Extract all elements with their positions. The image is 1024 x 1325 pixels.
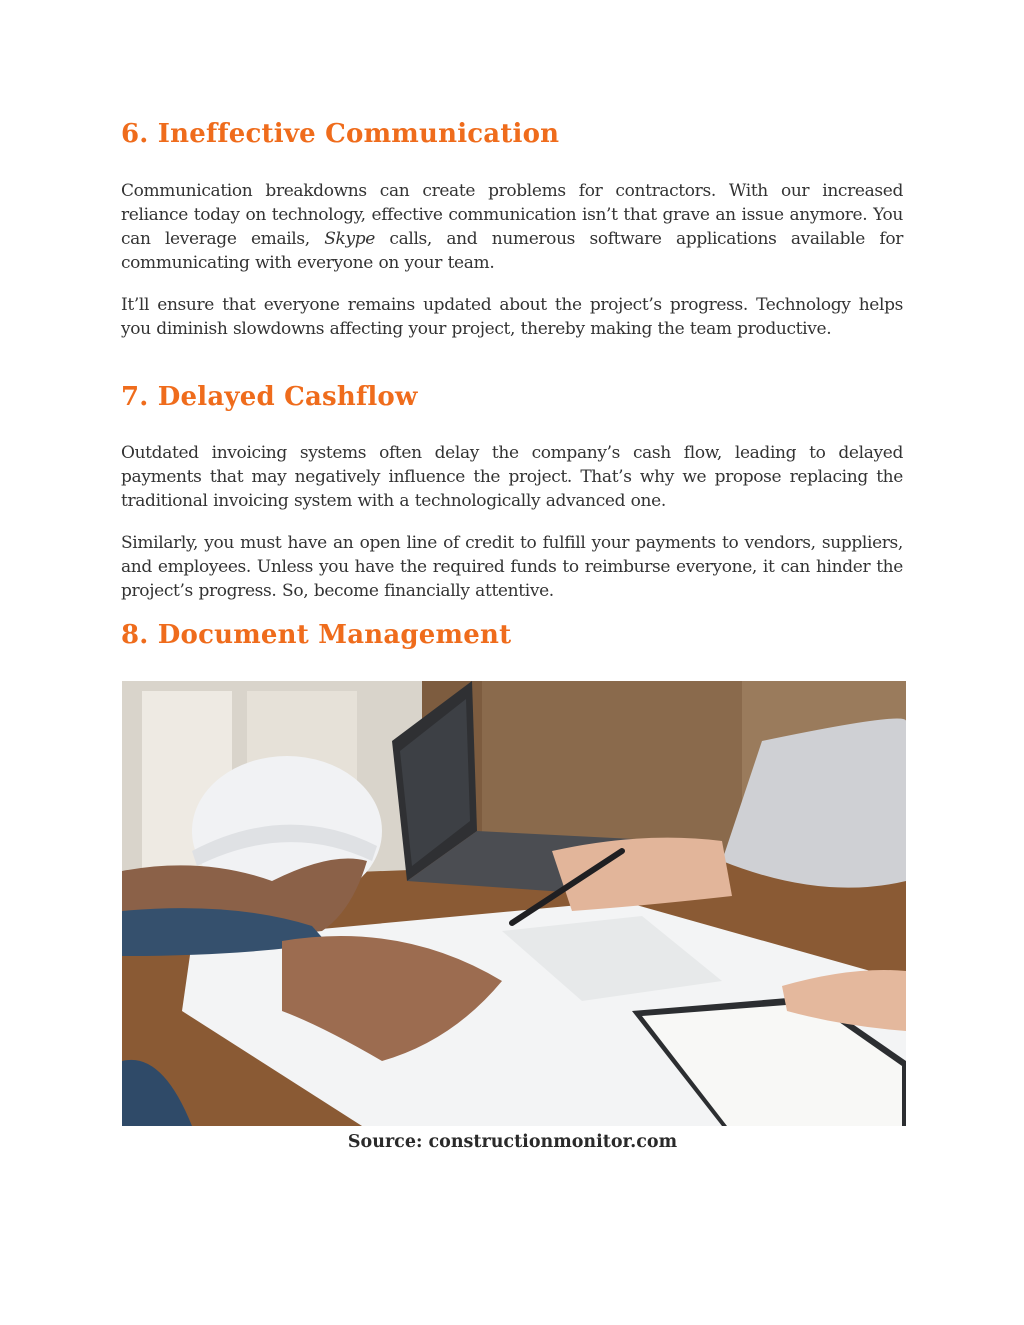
meeting-photo [122, 681, 906, 1126]
paragraph-communication-1 [121, 179, 903, 275]
section-heading-cashflow: 7. Delayed Cashflow [121, 382, 418, 412]
paragraph-text: Communication breakdowns can create problems for contractors. With our increased reliance today on technology, effective communication isn’t that grave an issue anymore. You can leverage emails, [121, 181, 903, 249]
paragraph-cashflow-2: Similarly, you must have an open line of credit to fulfill your payments to vendors, suppliers, and employees. Unless you have the required funds to reimburse everyone, it can hinder the project’s progress. So, become financially attentive. [121, 533, 903, 601]
paragraph-cashflow-1: Outdated invoicing systems often delay the company’s cash flow, leading to delayed payments that may negatively influence the project. That’s why we propose replacing the traditional invoicing system with a technologically advanced one. [121, 443, 903, 511]
image-caption: Source: constructionmonitor.com [347, 1132, 678, 1152]
skype-emphasis: Skype [324, 229, 375, 249]
section-heading-document-management: 8. Document Management [121, 620, 512, 650]
section-heading-communication: 6. Ineffective Communication [121, 119, 560, 149]
paragraph-communication-2: It’ll ensure that everyone remains updated about the project’s progress. Technology helps you diminish slowdowns affecting your project, thereby making the team productive. [121, 295, 903, 339]
paragraph-text: calls, and numerous software applications available for communicating with everyone on your team. [121, 229, 903, 273]
